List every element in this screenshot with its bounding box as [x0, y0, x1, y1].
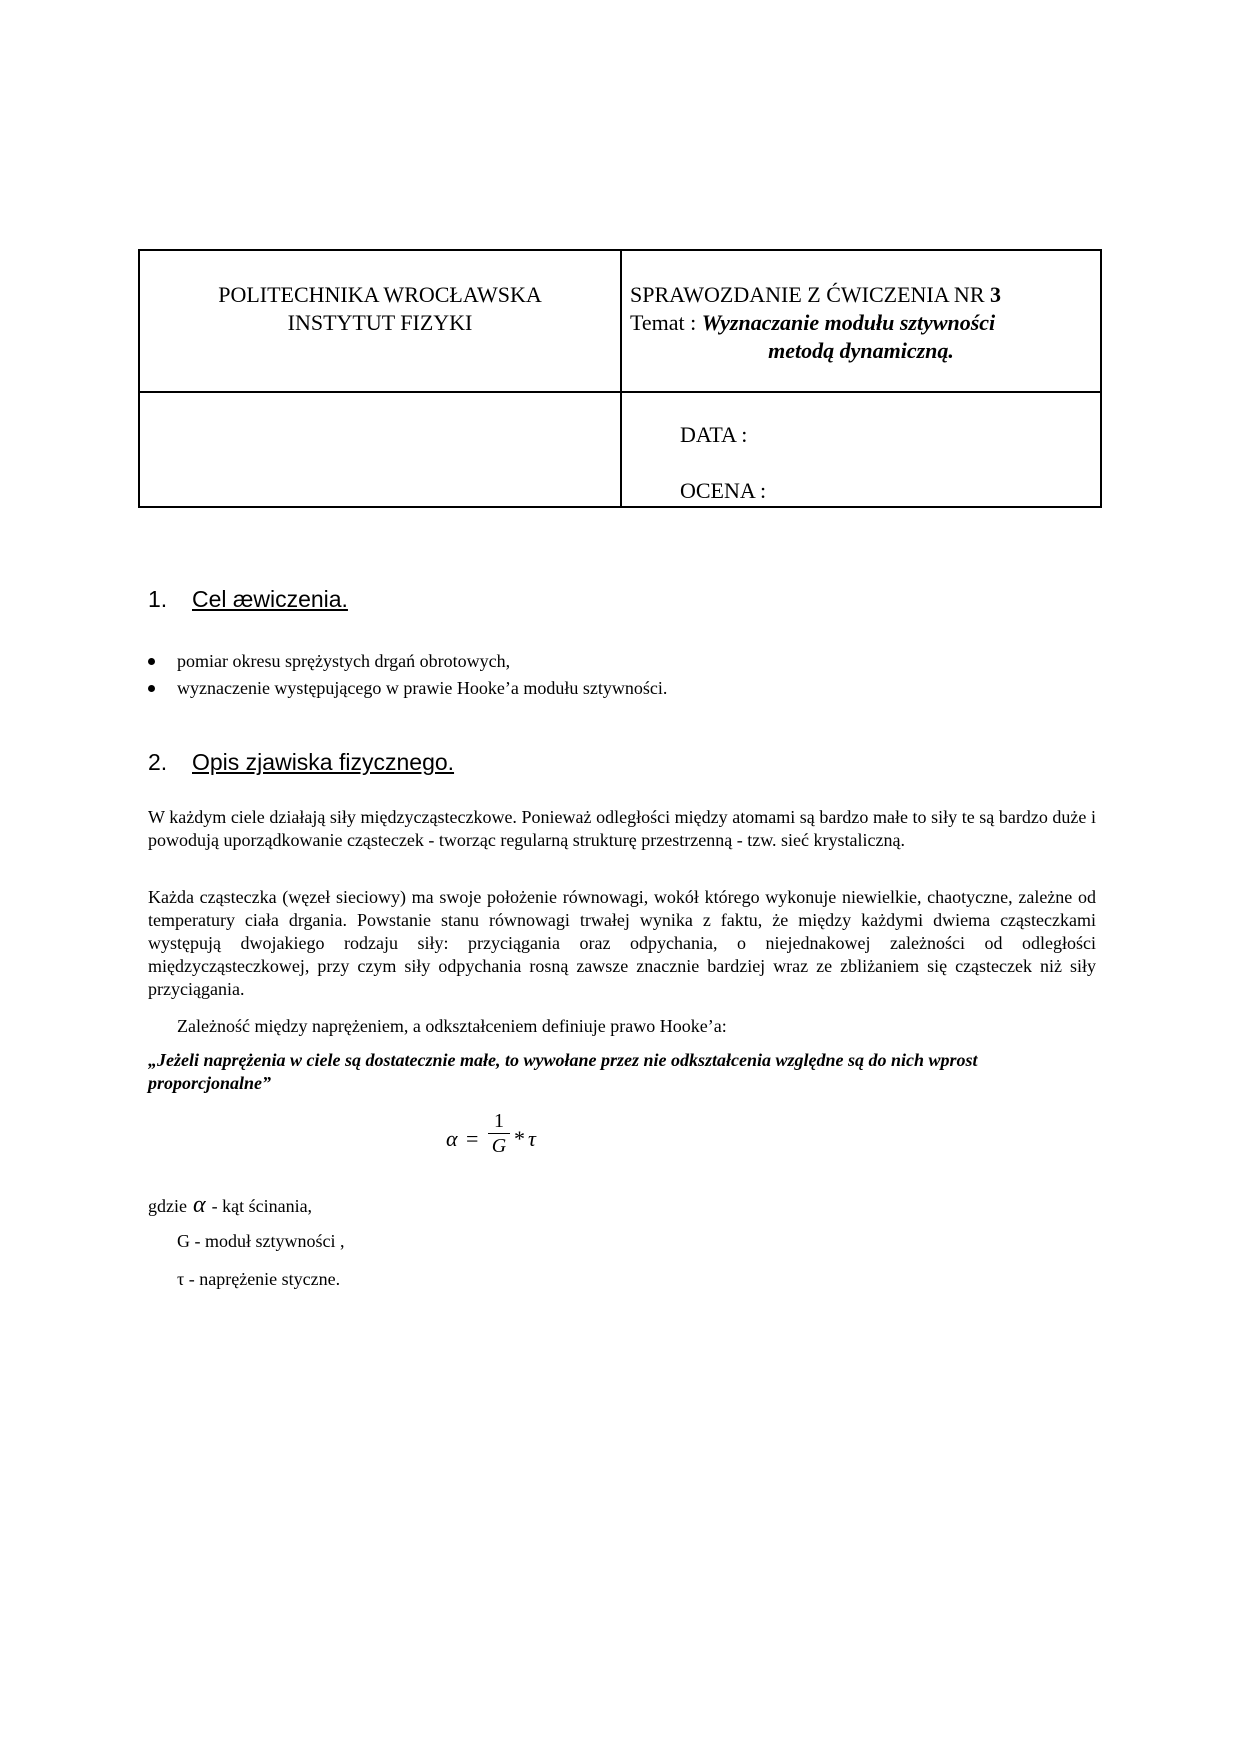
- where-prefix: gdzie: [148, 1196, 187, 1216]
- date-label: DATA :: [680, 422, 748, 447]
- report-number: 3: [990, 282, 1001, 307]
- institute-name: INSTYTUT FIZYKI: [287, 310, 473, 335]
- report-title: [630, 281, 1092, 309]
- formula-alpha: α: [446, 1126, 458, 1151]
- hooke-law-quote: „Jeżeli naprężenia w ciele są dostatecznie małe, to wywołane przez nie odkształcenia względne są do nich wprost proporcjonalne”: [148, 1050, 978, 1093]
- where-alpha-desc: - kąt ścinania,: [211, 1196, 313, 1216]
- institution-cell: [139, 250, 621, 392]
- paragraph-2: Każda cząsteczka (węzeł sieciowy) ma swoje położenie równowagi, wokół którego wykonuje niewielkie, chaotyczne, zależne od temperatury ciała drgania. Powstanie stanu równowagi trwałej wynika z faktu, że między każdymi dwiema cząsteczkami występują dwojakiego rodzaju siły: przyciągania oraz odpychania, o niejednakowej zależności od odległości międzycząsteczkowej, przy czym siły odpychania rosną zawsze znacznie bardziej wraz ze zbliżaniem się cząsteczek niż siły przyciągania.: [148, 887, 1096, 999]
- date-grade-cell: [621, 392, 1101, 507]
- list-item-text: pomiar okresu sprężystych drgań obrotowych,: [177, 651, 511, 671]
- report-cell: [621, 250, 1101, 392]
- institution-name: POLITECHNIKA WROCŁAWSKA: [218, 282, 542, 307]
- names-cell: [139, 392, 621, 507]
- paragraph-3: Zależność między naprężeniem, a odkształceniem definiuje prawo Hooke’a:: [177, 1016, 727, 1036]
- list-item-text: wyznaczenie występującego w prawie Hooke’a modułu sztywności.: [177, 678, 668, 698]
- bullet-icon: [148, 658, 155, 665]
- formula-numerator: 1: [494, 1110, 504, 1132]
- list-item: [148, 648, 667, 675]
- where-g-line: G - moduł sztywności ,: [177, 1231, 345, 1251]
- topic-text-continued: metodą dynamiczną.: [768, 338, 954, 363]
- fraction-bar: [488, 1133, 510, 1134]
- formula-fraction: [488, 1110, 510, 1157]
- section-1-heading: [148, 586, 348, 613]
- formula-operator: *: [514, 1126, 525, 1151]
- report-title-text: SPRAWOZDANIE Z ĆWICZENIA NR: [630, 282, 985, 307]
- where-tau-line: τ - naprężenie styczne.: [177, 1269, 341, 1289]
- section-2-number: 2.: [148, 749, 168, 775]
- formula-equals: =: [466, 1126, 479, 1151]
- section-1-title: Cel æwiczenia.: [192, 586, 348, 612]
- formula-denominator: G: [491, 1135, 507, 1157]
- bullet-icon: [148, 685, 155, 692]
- list-item: [148, 675, 667, 702]
- paragraph-1: W każdym ciele działają siły międzycząsteczkowe. Ponieważ odległości między atomami są bardzo małe to siły te są bardzo duże i powodują uporządkowanie cząsteczek - tworząc regularną strukturę przestrzenną - tzw. sieć krystaliczną.: [148, 807, 1096, 850]
- grade-label: OCENA :: [680, 478, 767, 503]
- section-2-title: Opis zjawiska fizycznego.: [192, 749, 455, 775]
- hooke-formula: [446, 1110, 546, 1170]
- formula-tau: τ: [528, 1126, 536, 1151]
- section-1-number: 1.: [148, 586, 168, 612]
- topic-line: [630, 309, 1092, 337]
- where-alpha-symbol: α: [192, 1192, 206, 1218]
- topic-label: Temat :: [630, 310, 697, 335]
- header-table: [138, 249, 1102, 508]
- section-2-heading: [148, 749, 454, 776]
- goals-list: [148, 648, 667, 702]
- topic-text: Wyznaczanie modułu sztywności: [701, 310, 996, 335]
- where-alpha-line: [148, 1194, 312, 1218]
